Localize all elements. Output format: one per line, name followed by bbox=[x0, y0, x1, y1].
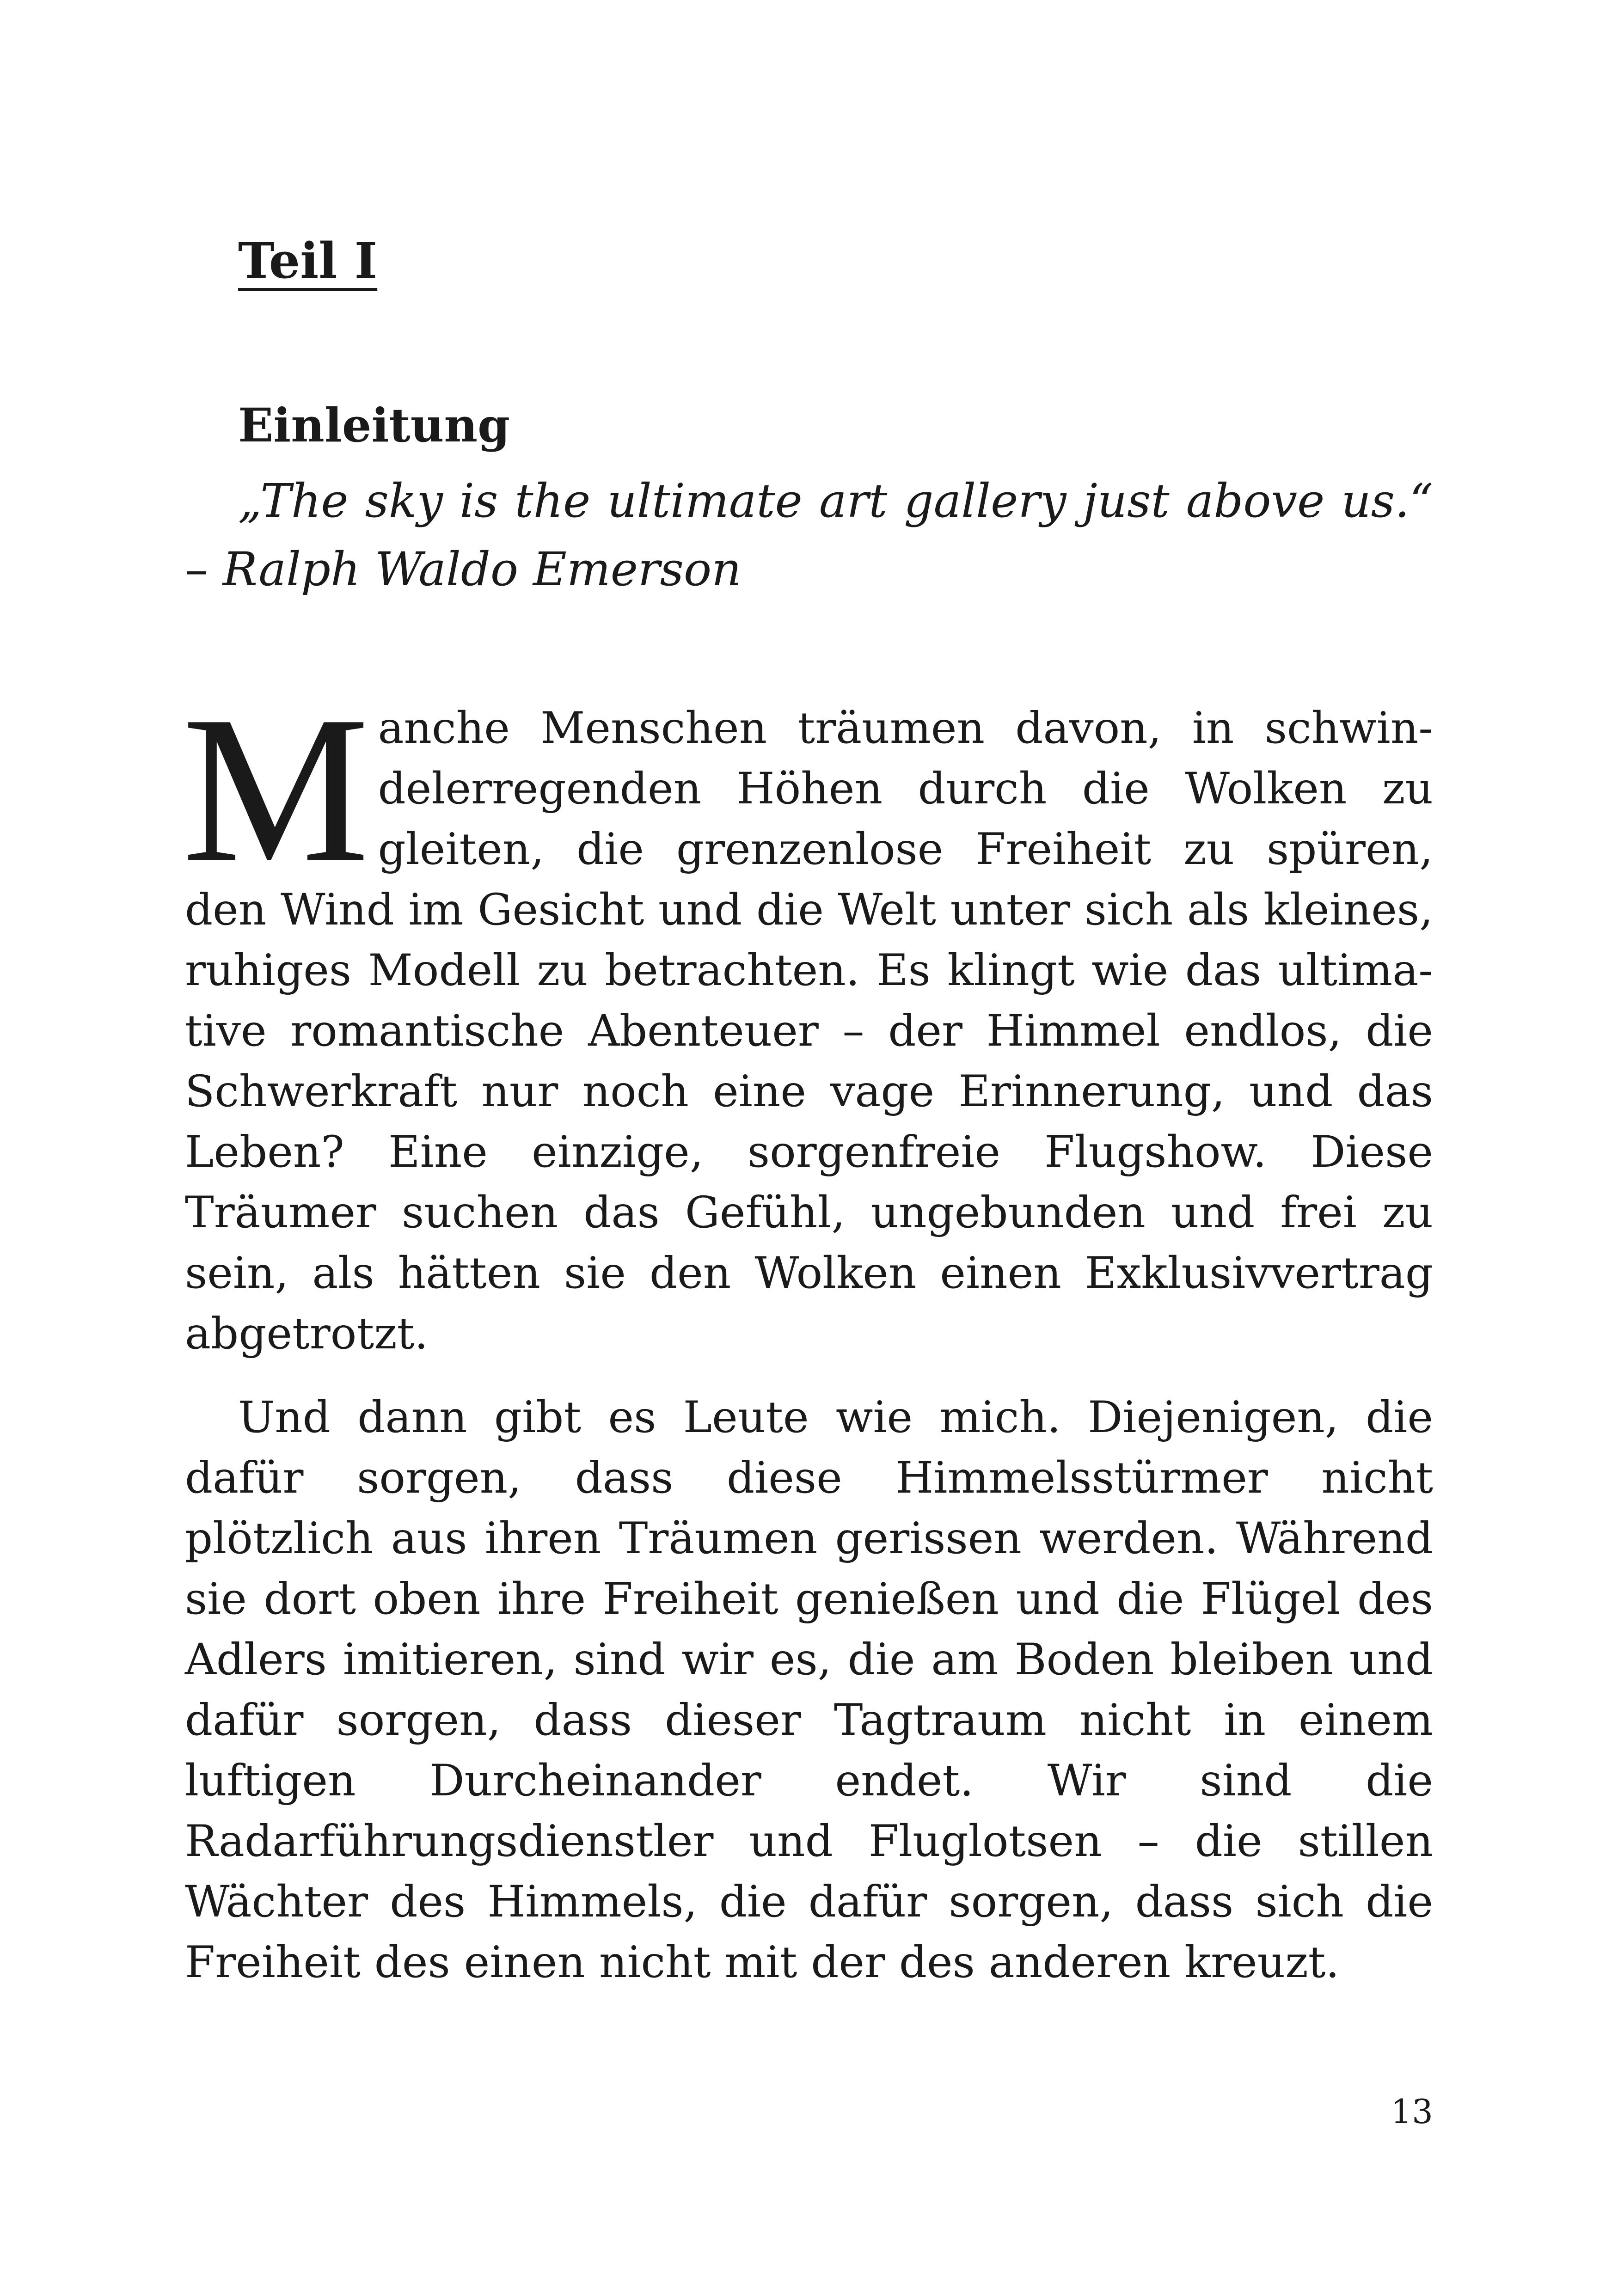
section-title: Einleitung bbox=[238, 398, 510, 453]
paragraph-1-text: anche Menschen träumen davon, in schwindelerregenden Höhen durch die Wolken zu gleiten, die grenzenlose Freiheit zu spüren, den Wind im Gesicht und die Welt unter sich als kleines, ruhiges Modell zu betrachten. Es klingt wie das ultimative romantische Abenteuer – der Himmel endlos, die Schwerkraft nur noch eine vage Erinnerung, und das Leben? Eine einzige, sorgenfreie Flugshow. Diese Träumer suchen das Gefühl, ungebunden und frei zu sein, als hätten sie den Wolken einen Exklusivvertrag abgetrotzt. bbox=[185, 703, 1433, 1359]
paragraph-2: Und dann gibt es Leute wie mich. Diejenigen, die dafür sorgen, dass diese Himmelsstürmer nicht plötzlich aus ihren Träumen gerissen werden. Während sie dort oben ihre Freiheit genießen und die Flügel des Adlers imitieren, sind wir es, die am Boden bleiben und dafür sorgen, dass dieser Tagtraum nicht in einem luftigen Durcheinander endet. Wir sind die Radarführungsdienstler und Fluglotsen – die stillen Wächter des Himmels, die dafür sorgen, dass sich die Freiheit des einen nicht mit der des anderen kreuzt. bbox=[185, 1392, 1433, 1988]
part-title: Teil I bbox=[238, 232, 378, 289]
body-text bbox=[182, 673, 1433, 1993]
paragraph-1 bbox=[182, 673, 1433, 1364]
drop-cap: M bbox=[182, 673, 370, 906]
page-number: 13 bbox=[1391, 2092, 1433, 2131]
epigraph-quote: „The sky is the ultimate art gallery just above us.“ – Ralph Waldo Emerson bbox=[185, 474, 1433, 596]
